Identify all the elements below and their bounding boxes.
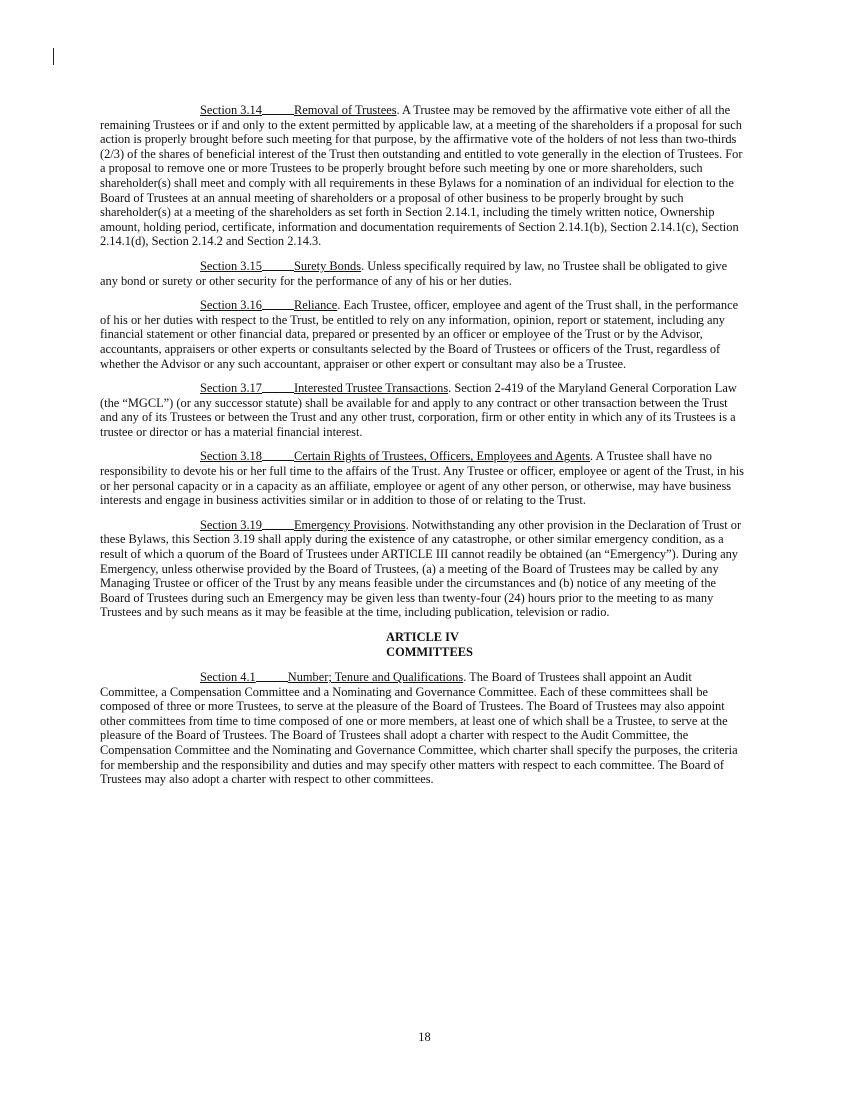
section-3-14 <box>100 103 745 249</box>
section-gap <box>262 519 294 530</box>
document-body <box>100 103 745 797</box>
section-3-19 <box>100 518 745 620</box>
section-number: Section 3.16 <box>200 298 262 313</box>
section-body: . Notwithstanding any other provision in the Declaration of Trust or these Bylaws, this Section 3.19 shall apply during the existence of any catastrophe, or other similar emergency condition, as a result of which a quorum of the Board of Trustees under ARTICLE III cannot readily be obtained (an “Emergency”). During any Emergency, unless otherwise provided by the Board of Trustees, (a) a meeting of the Board of Trustees may be called by any Managing Trustee or officer of the Trust by any means feasible under the circumstances and (b) notice of any meeting of the Board of Trustees during such an Emergency may be given less than twenty-four (24) hours prior to the meeting to as many Trustees and by such means as it may be feasible at the time, including publication, television or radio. <box>100 517 742 620</box>
article-title: COMMITTEES <box>386 645 473 659</box>
section-number: Section 3.18 <box>200 449 262 464</box>
section-gap <box>262 382 294 393</box>
section-gap <box>256 671 288 682</box>
section-body: . Section 2-419 of the Maryland General Corporation Law (the “MGCL”) (or any successor statute) shall be available for and apply to any contract or other transaction between the Trust and any of its Trustees or between the Trust and any other trust, corporation, firm or other entity in which any of its Trustees is a trustee or director or has a material financial interest. <box>100 381 737 439</box>
article-heading <box>100 630 745 660</box>
section-title: Surety Bonds <box>293 258 362 273</box>
section-body: . A Trustee shall have no responsibility to devote his or her full time to the affairs of the Trust. Any Trustee or officer, employee or agent of the Trust, in his or her personal capacity or in a capacity as an affiliate, employee or agent of any other person, or otherwise, may have business interests and engage in business activities similar or in addition to those of or relating to the Trust. <box>100 449 744 508</box>
section-gap <box>262 104 294 115</box>
section-title: Reliance <box>293 298 338 313</box>
section-3-18 <box>100 449 745 507</box>
section-title: Certain Rights of Trustees, Officers, Employees and Agents <box>293 449 591 464</box>
section-3-16 <box>100 298 745 371</box>
section-number: Section 3.19 <box>200 517 262 532</box>
revision-bar <box>53 48 54 65</box>
section-3-15 <box>100 259 745 288</box>
section-gap <box>262 299 294 310</box>
section-body: . Each Trustee, officer, employee and agent of the Trust shall, in the performance of his or her duties with respect to the Trust, be entitled to rely on any information, opinion, report or statement, including any financial statement or other financial data, prepared or presented by an officer or employee of the Trust or by the Advisor, accountants, appraisers or other experts or consultants selected by the Board of Trustees or officers of the Trust, regardless of whether the Advisor or any such accountant, appraiser or other expert or consultant may also be a Trustee. <box>100 298 739 371</box>
section-gap <box>262 450 294 461</box>
section-number: Section 4.1 <box>200 670 256 684</box>
section-gap <box>262 260 294 271</box>
section-title: Emergency Provisions <box>293 517 406 532</box>
section-number: Section 3.14 <box>200 103 262 117</box>
page-number: 18 <box>418 1030 431 1044</box>
section-title: Interested Trustee Transactions <box>293 381 449 396</box>
section-body: . The Board of Trustees shall appoint an Audit Committee, a Compensation Committee and a Nominating and Governance Committee. Each of these committees shall be composed of three or more Trustees, to serve at the pleasure of the Board of Trustees. The Board of Trustees may also appoint other committees from time to time composed of one or more members, at least one of which shall be a Trustee, to serve at the pleasure of the Board of Trustees. The Board of Trustees shall adopt a charter with respect to the Audit Committee, the Compensation Committee and the Nominating and Governance Committee, which charter shall specify the purposes, the criteria for membership and the responsibility and duties and may specify other matters with respect to each committee. The Board of Trustees may also adopt a charter with respect to other committees. <box>100 670 738 787</box>
article-label: ARTICLE IV <box>386 630 459 644</box>
section-title: Number; Tenure and Qualifications <box>287 670 464 684</box>
section-body: . A Trustee may be removed by the affirmative vote either of all the remaining Trustees or if and only to the extent permitted by applicable law, at a meeting of the shareholders if a proposal for such action is properly brought before such meeting for that purpose, by the affirmative vote of the holders of not less than two-thirds (2/3) of the shares of beneficial interest of the Trust then outstanding and entitled to vote generally in the election of Trustees. For a proposal to remove one or more Trustees to be properly brought before such meeting by one or more shareholders, such shareholder(s) shall meet and comply with all requirements in these Bylaws for a nomination of an individual for election to the Board of Trustees at an annual meeting of shareholders or a proposal of other business to be properly brought by such shareholder(s) at a meeting of the shareholders as set forth in Section 2.14.1, including the timely written notice, Ownership amount, holding period, certificate, information and documentation requirements of Section 2.14.1(b), Section 2.14.1(c), Section 2.14.1(d), Section 2.14.2 and Section 2.14.3. <box>100 103 743 249</box>
section-3-17 <box>100 381 745 439</box>
section-4-1 <box>100 670 745 787</box>
section-title: Removal of Trustees <box>293 103 397 117</box>
section-number: Section 3.15 <box>200 258 262 273</box>
section-body: . Unless specifically required by law, no Trustee shall be obligated to give any bond or surety or other security for the performance of any of his or her duties. <box>100 258 728 288</box>
section-number: Section 3.17 <box>200 381 262 396</box>
